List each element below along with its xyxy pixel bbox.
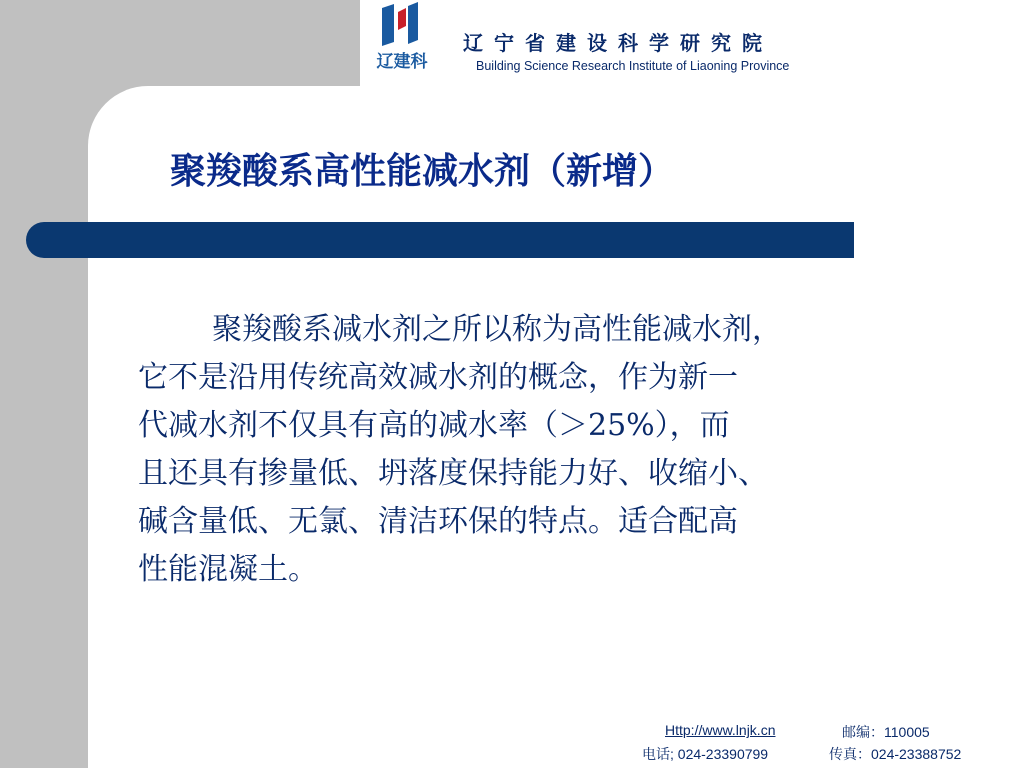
body-line: 聚羧酸系减水剂之所以称为高性能减水剂， bbox=[212, 312, 782, 347]
website-link[interactable]: Http://www.lnjk.cn bbox=[665, 722, 776, 738]
body-line: 碱含量低、无氯、清洁环保的特点。适合配高 bbox=[138, 504, 738, 539]
phone-text: 电话; 024-23390799 bbox=[642, 746, 769, 762]
body-line: 代减水剂不仅具有高的减水率（＞25%），而 bbox=[138, 408, 730, 443]
body-paragraph bbox=[138, 306, 958, 594]
institute-name-cn: 辽宁省建设科学研究院 bbox=[463, 31, 773, 55]
postcode-text: 邮编：110005 bbox=[842, 724, 930, 740]
slide-title: 聚羧酸系高性能减水剂（新增） bbox=[170, 150, 675, 192]
body-line: 且还具有掺量低、坍落度保持能力好、收缩小、 bbox=[138, 456, 768, 491]
title-divider-bar bbox=[26, 222, 854, 258]
body-line: 性能混凝土。 bbox=[138, 552, 318, 587]
fax-text: 传真：024-23388752 bbox=[829, 746, 962, 762]
institute-name-en: Building Science Research Institute of Liaoning Province bbox=[476, 59, 790, 73]
logo-mark-icon bbox=[372, 2, 428, 48]
body-line: 它不是沿用传统高效减水剂的概念，作为新一 bbox=[138, 360, 738, 395]
logo-text: 辽建科 bbox=[376, 52, 428, 72]
